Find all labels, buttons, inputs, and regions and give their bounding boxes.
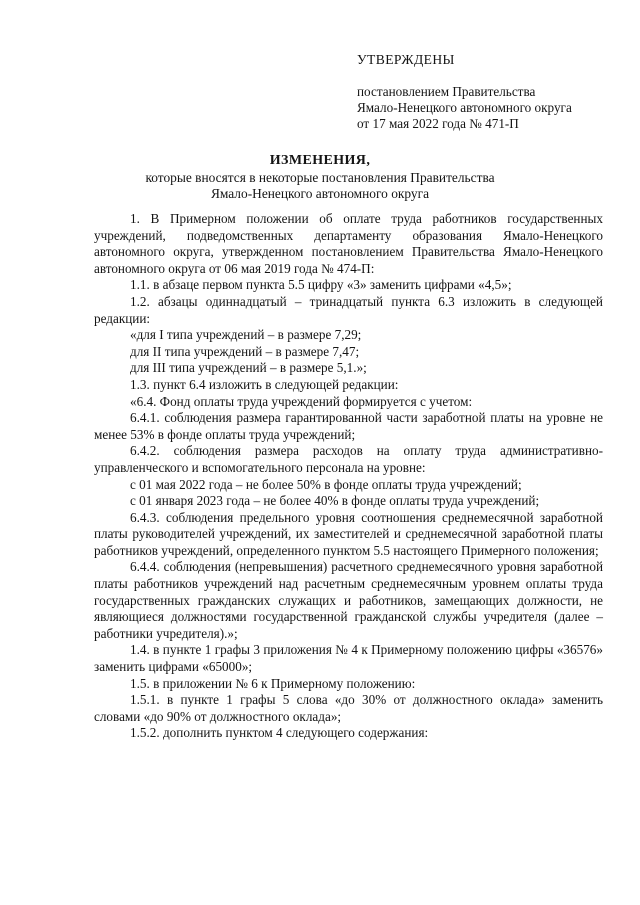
title-subline: Ямало-Ненецкого автономного округа: [210, 186, 430, 201]
paragraph: для III типа учреждений – в размере 5,1.»;: [130, 360, 367, 376]
document-title: [0, 153, 640, 203]
paragraph: «для I типа учреждений – в размере 7,29;: [130, 327, 362, 343]
paragraph: 1.5.2. дополнить пунктом 4 следующего содержания:: [130, 725, 429, 741]
paragraph: 6.4.2. соблюдения размера расходов на оплату труда административно-управленческого и вспомогательного персонала на уровне:: [94, 443, 603, 475]
paragraph: 1.1. в абзаце первом пункта 5.5 цифру «3» заменить цифрами «4,5»;: [130, 277, 512, 293]
approval-heading: УТВЕРЖДЕНЫ: [357, 52, 455, 67]
paragraph: 1.4. в пункте 1 графы 3 приложения № 4 к Примерному положению цифры «36576» заменить цифрами «65000»;: [94, 642, 603, 675]
title-subline: которые вносятся в некоторые постановления Правительства: [145, 169, 495, 185]
paragraph: 1.2. абзацы одиннадцатый – тринадцатый пункта 6.3 изложить в следующей редакции:: [94, 293, 603, 326]
paragraph: 6.4.3. соблюдения предельного уровня соотношения среднемесячной заработной платы руководителей учреждений, их заместителей и среднемесячной заработной платы работников учреждений, определенного пунктом 5.5 настоящего Примерного положения;: [94, 509, 603, 558]
paragraph: 1. В Примерном положении об оплате труда работников государственных учреждений, подведомственных департаменту образования Ямало-Ненецкого автономного округа, утвержденном постановлением Правительства Ямало-Ненецкого автономного округа от 06 мая 2019 года № 474-П:: [94, 211, 603, 276]
paragraph: для II типа учреждений – в размере 7,47;: [130, 343, 360, 359]
paragraph: 6.4.1. соблюдения размера гарантированной части заработной платы на уровне не менее 53% в фонде оплаты труда учреждений;: [94, 410, 603, 442]
paragraph: 1.5.1. в пункте 1 графы 5 слова «до 30% от должностного оклада» заменить словами «до 90% от должностного оклада»;: [94, 692, 603, 724]
title-main: ИЗМЕНЕНИЯ,: [269, 153, 371, 168]
paragraph: с 01 мая 2022 года – не более 50% в фонде оплаты труда учреждений;: [130, 476, 522, 492]
approval-line: постановлением Правительства: [357, 84, 536, 99]
paragraph: 1.5. в приложении № 6 к Примерному положению:: [130, 675, 416, 691]
paragraph: с 01 января 2023 года – не более 40% в фонде оплаты труда учреждений;: [130, 493, 540, 509]
document-body: [94, 211, 603, 742]
paragraph: 1.3. пункт 6.4 изложить в следующей редакции:: [130, 376, 399, 392]
approval-block: [357, 52, 627, 132]
approval-line: Ямало-Ненецкого автономного округа: [357, 100, 572, 115]
approval-line: от 17 мая 2022 года № 471-П: [357, 116, 519, 131]
paragraph: «6.4. Фонд оплаты труда учреждений формируется с учетом:: [130, 393, 473, 409]
paragraph: 6.4.4. соблюдения (непревышения) расчетного среднемесячного уровня заработной платы работников учреждений над расчетным среднемесячным уровнем оплаты труда государственных гражданских служащих и работников, замещающих должности, не являющиеся должностями государственной гражданской службы учредителя (далее – работники учредителя).»;: [94, 559, 603, 641]
